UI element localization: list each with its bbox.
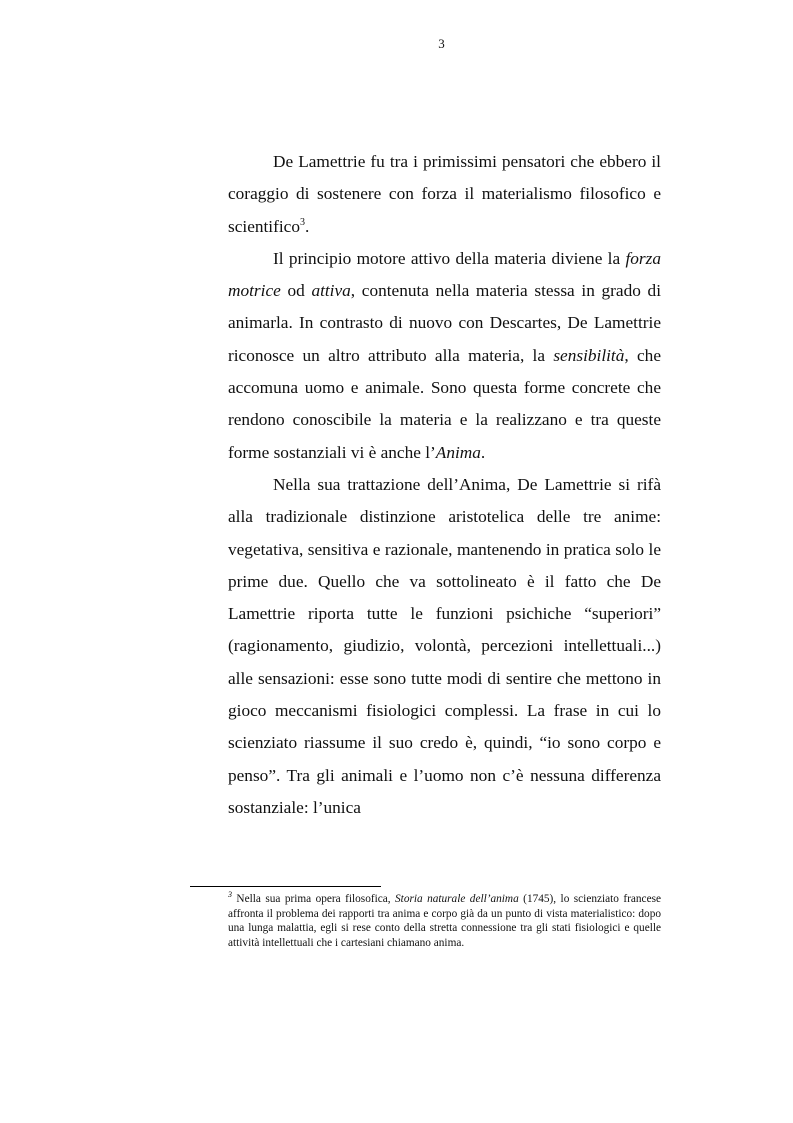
emphasis-anima: Anima [435,442,481,462]
emphasis-forza-motrice: forza motrice [228,248,661,301]
footnote-text-2: (1745), lo scienziato francese affronta il problema dei rapporti tra anima e corpo già da un punto di vista materialistico: dopo una lunga malattia, egli si rese conto della stretta connessione tra gli stati fisiologici e quelle attività intellettuali che i cartesiani chiamano anima. [228,893,661,950]
paragraph-2-text-3: , contenuta nella materia stessa in grado di animarla. In contrasto di nuovo con Descartes, De Lamettrie riconosce un altro attributo alla materia, la [228,281,661,365]
body-text [228,146,661,824]
paragraph-1-end: . [304,216,310,236]
paragraph-2-text-4: , che accomuna uomo e animale. Sono questa forme concrete che rendono conoscibile la materia e la realizzano e tra queste forme sostanziali vi è anche l’ [228,345,661,462]
page-number: 3 [438,36,445,51]
footnote-separator [190,886,381,887]
paragraph-1-text: De Lamettrie fu tra i primissimi pensatori che ebbero il coraggio di sostenere con forza il materialismo filosofico e scientifico [228,152,661,236]
emphasis-sensibilita: sensibilità [553,345,625,365]
paragraph-2 [228,243,661,469]
footnote-text-1: Nella sua prima opera filosofica, [232,893,396,905]
footnote-marker: 3 [228,890,232,900]
emphasis-attiva: attiva [311,281,351,301]
paragraph-2-text-1: Il principio motore attivo della materia diviene la [273,248,626,268]
paragraph-1 [228,146,661,243]
footnote [228,892,661,951]
paragraph-2-text-5: . [480,442,486,462]
paragraph-2-text-2: od [280,281,312,301]
paragraph-3: Nella sua trattazione dell’Anima, De Lamettrie si rifà alla tradizionale distinzione aristotelica delle tre anime: vegetativa, sensitiva e razionale, mantenendo in pratica solo le prime due. Quello che va sottolineato è il fatto che De Lamettrie riporta tutte le funzioni psichiche “superiori” (ragionamento, giudizio, volontà, percezioni intellettuali...) alle sensazioni: esse sono tutte modi di sentire che mettono in gioco meccanismi fisiologici complessi. La frase in cui lo scienziato riassume il suo credo è, quindi, “io sono corpo e penso”. Tra gli animali e l’uomo non c’è nessuna differenza sostanziale: l’unica [228,474,661,817]
footnote-text [228,892,661,951]
footnote-reference[interactable]: 3 [299,216,305,228]
footnote-title: Storia naturale dell’anima [395,893,519,905]
